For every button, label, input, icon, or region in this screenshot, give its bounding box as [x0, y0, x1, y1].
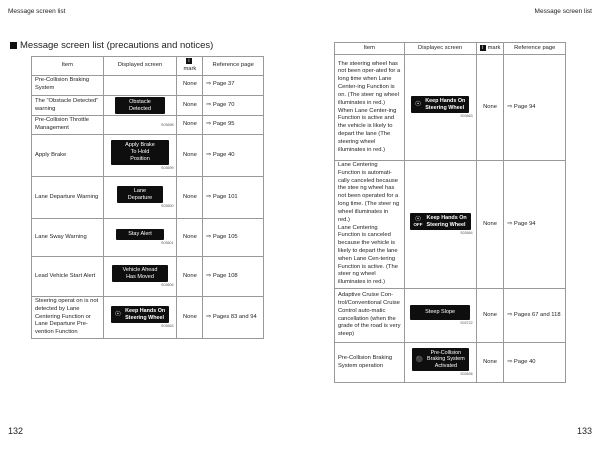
page-number-left: 132 — [8, 426, 24, 436]
mark-cell: None — [177, 297, 203, 339]
mark-cell: None — [476, 161, 504, 289]
screen-code: S03664 — [460, 231, 473, 236]
ref-cell: ⇨ Page 95 — [203, 116, 264, 135]
ref-cell: ⇨ Page 105 — [203, 219, 264, 257]
item-cell: Lane Sway Warning — [32, 219, 104, 257]
ref-cell: ⇨ Page 94 — [504, 161, 566, 289]
item-cell: Steering operat on is not detected by Lane Centering Function or Lane Departure Pre-vention Function — [32, 297, 104, 339]
ref-cell: ⇨ Page 108 — [203, 257, 264, 297]
screen-cell — [103, 95, 177, 116]
message-screen: Vehicle Ahead Has Moved — [112, 265, 168, 283]
item-cell: Lane Departure Warning — [32, 177, 104, 219]
steering-wheel-icon: ☉ OFF — [413, 215, 423, 227]
mark-cell: None — [476, 55, 504, 161]
info-mark-icon: i — [186, 58, 192, 64]
table-row — [335, 161, 566, 289]
ref-cell: ⇨ Page 40 — [203, 135, 264, 177]
screen-cell — [103, 116, 177, 135]
ref-cell: ⇨ Pages 67 and 118 — [504, 289, 566, 343]
mark-cell: None — [177, 116, 203, 135]
col-displayed: Displayed screen — [103, 57, 177, 76]
item-cell: Lead Vehicle Start Alert — [32, 257, 104, 297]
screen-cell — [103, 177, 177, 219]
ref-cell: ⇨ Page 94 — [504, 55, 566, 161]
ref-cell: ⇨ Page 70 — [203, 95, 264, 116]
table-row — [32, 116, 264, 135]
mark-cell: None — [177, 135, 203, 177]
steering-wheel-icon: ☉ — [114, 311, 122, 319]
mark-cell: None — [476, 289, 504, 343]
item-cell: Pre-Collision Braking System operation — [335, 343, 405, 383]
screen-cell — [103, 135, 177, 177]
mark-cell: None — [177, 75, 203, 95]
col-item: Item — [335, 43, 405, 55]
page-header-left: Message screen list — [8, 8, 66, 15]
col-mark: imark — [177, 57, 203, 76]
message-screen: Lane Departure — [117, 186, 163, 204]
table-row — [32, 177, 264, 219]
screen-code: S03663 — [460, 114, 473, 119]
screen-code: S03722 — [460, 321, 473, 326]
table-row — [32, 95, 264, 116]
screen-cell — [103, 297, 177, 339]
col-mark: i mark — [476, 43, 504, 55]
screen-code: S03606 — [161, 283, 174, 288]
ref-cell: ⇨ Pages 83 and 94 — [203, 297, 264, 339]
section-title-text: Message screen list (precautions and notices) — [20, 40, 214, 51]
square-bullet-icon — [10, 42, 17, 49]
screen-cell — [404, 161, 476, 289]
left-message-table — [31, 56, 264, 339]
screen-code: S03698 — [161, 123, 174, 128]
section-title — [10, 40, 213, 51]
table-row — [32, 257, 264, 297]
car-icon: ⚫ — [415, 356, 423, 363]
ref-cell: ⇨ Page 101 — [203, 177, 264, 219]
info-mark-icon: i — [480, 45, 486, 51]
page-header-right: Message screen list — [534, 8, 592, 15]
screen-cell — [404, 55, 476, 161]
item-cell: The “Obstacle Detected” warning — [32, 95, 104, 116]
pre-collision-screen: ⚫ Pre-Collision Braking System Activated — [412, 348, 469, 371]
screen-code: S03663 — [161, 324, 174, 329]
screen-cell — [103, 257, 177, 297]
message-screen: Apply Brake To Hold Position — [111, 140, 169, 165]
mark-cell: None — [177, 219, 203, 257]
message-screen: Obstacle Detected — [115, 97, 165, 115]
item-cell: The steering wheel has not been oper-ated for a long time when Lane Center-ing Function is on. (The steer ng wheel illuminates in red.) When Lane Center-ing Function is active and the vehicle is likely to depart the lane (The steering wheel illuminates in red.) — [335, 55, 405, 161]
ref-cell: ⇨ Page 40 — [504, 343, 566, 383]
keep-hands-on-screen: ☉ Keep Hands On Steering Wheel — [111, 306, 169, 323]
screen-cell — [404, 343, 476, 383]
right-message-table — [334, 42, 566, 383]
table-row — [32, 75, 264, 95]
mark-cell: None — [177, 177, 203, 219]
screen-code: S03636 — [460, 372, 473, 377]
page-number-right: 133 — [576, 426, 592, 436]
keep-hands-on-off-screen: ☉ OFF Keep Hands On Steering Wheel — [410, 213, 471, 230]
keep-hands-on-screen: ☉ Keep Hands On Steering Wheel — [411, 96, 469, 113]
message-screen: Steep Slope — [410, 305, 470, 320]
item-cell: Pre-Collision Throttle Management — [32, 116, 104, 135]
col-item: Item — [32, 57, 104, 76]
steering-wheel-icon: ☉ — [414, 101, 422, 109]
table-row — [32, 135, 264, 177]
screen-code: S03699 — [161, 165, 174, 170]
ref-cell: ⇨ Page 37 — [203, 75, 264, 95]
col-ref: Reference page — [203, 57, 264, 76]
item-cell: Lane Centering Function is automati-cally canceled because the stee ng wheel has not been operated for a long time. (The steer ng wheel illuminates in red.) Lane Centering Function is canceled because the vehicle is likely to depart the lane when Lane Cen-tering Function is active. (The steer ng wheel illuminates in red.) — [335, 161, 405, 289]
screen-code: S03600 — [161, 204, 174, 209]
screen-cell — [103, 219, 177, 257]
item-cell: Apply Brake — [32, 135, 104, 177]
mark-cell: None — [177, 257, 203, 297]
table-row — [32, 297, 264, 339]
screen-cell — [103, 75, 177, 95]
table-row — [335, 55, 566, 161]
mark-cell: None — [177, 95, 203, 116]
mark-cell: None — [476, 343, 504, 383]
item-cell: Adaptive Cruise Con-trol/Conventional Cruise Control auto-matic cancellation (when the grade of the road is very steep) — [335, 289, 405, 343]
screen-code: S03601 — [161, 241, 174, 246]
table-row — [335, 343, 566, 383]
col-ref: Reference page — [504, 43, 566, 55]
table-row — [335, 289, 566, 343]
table-row — [32, 219, 264, 257]
item-cell: Pre-Collision Braking System — [32, 75, 104, 95]
screen-cell — [404, 289, 476, 343]
message-screen: Stay Alert — [116, 229, 164, 240]
col-displayed: Displayec screen — [404, 43, 476, 55]
